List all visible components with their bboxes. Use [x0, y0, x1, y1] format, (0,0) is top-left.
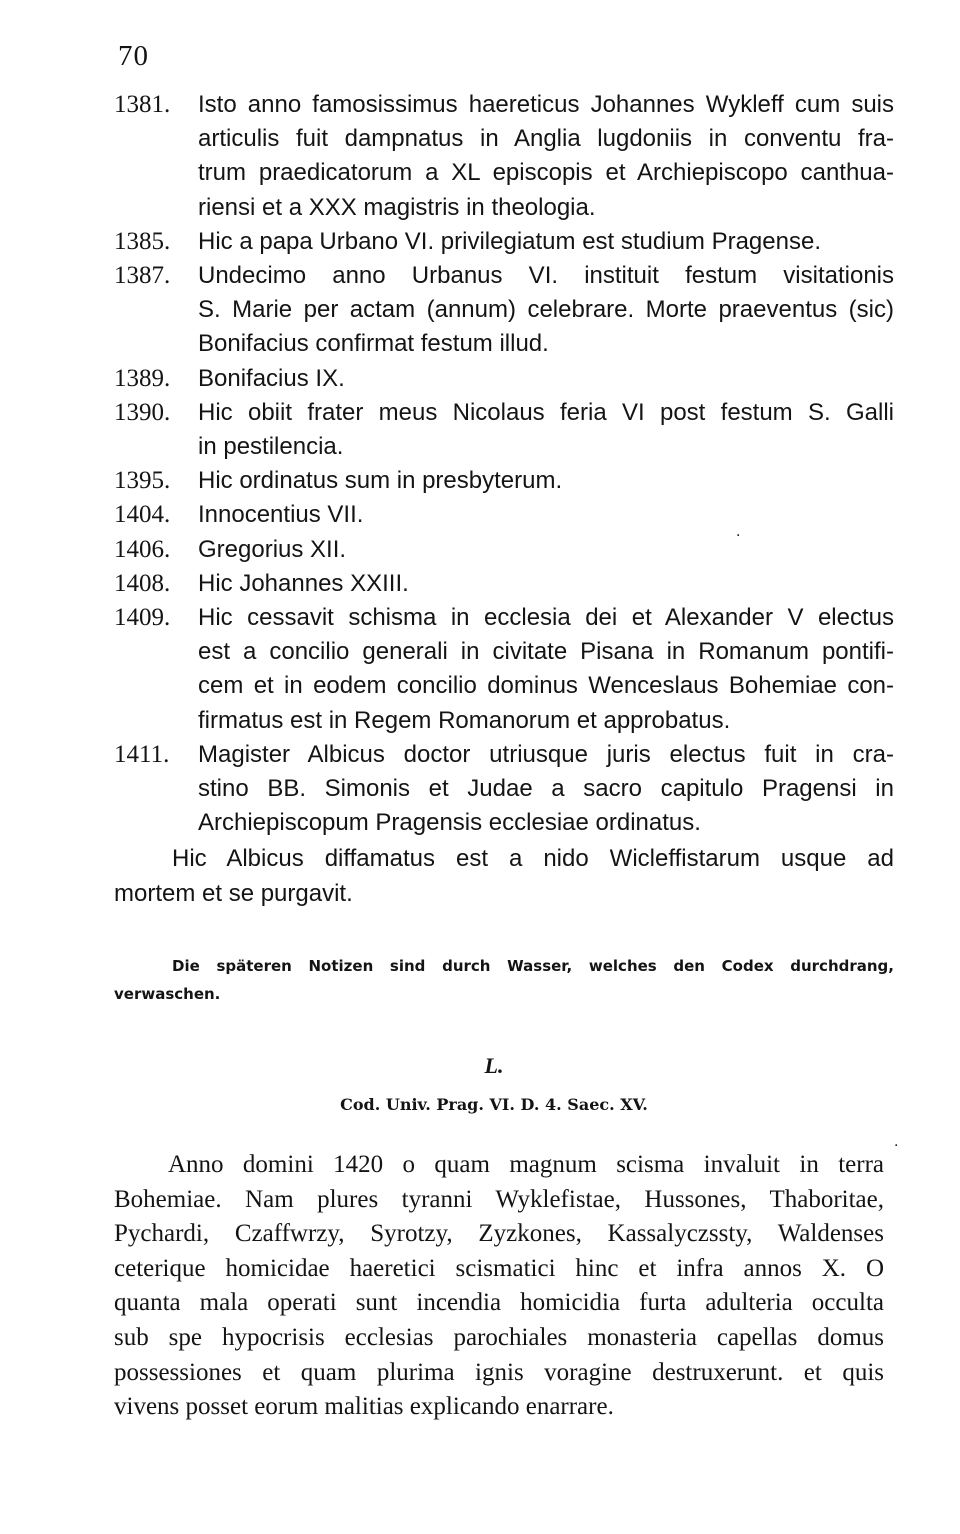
text-line: Hic obiit frater meus Nicolaus feria VI post festum S. Galli	[198, 398, 894, 426]
entry-text	[198, 464, 894, 498]
text-line: Bohemiae. Nam plures tyranni Wyklefistae, Hussones, Thaboritae,	[114, 1185, 884, 1213]
text-line: Bonifacius IX.	[198, 364, 345, 392]
page-number: 70	[118, 40, 149, 72]
entry-text	[198, 738, 894, 841]
entry-year: 1404.	[114, 501, 171, 529]
entry-1385	[114, 225, 894, 259]
entry-text	[198, 498, 894, 532]
entry-year: 1385.	[114, 227, 171, 255]
chronicle-entries	[114, 88, 894, 911]
continuation-paragraph	[114, 842, 894, 910]
text-line: verwaschen.	[114, 985, 221, 1003]
codex-reference: Cod. Univ. Prag. VI. D. 4. Saec. XV.	[340, 1095, 648, 1114]
text-line: Hic Albicus diffamatus est a nido Wicleffistarum usque ad	[172, 845, 894, 873]
text-line: mortem et se purgavit.	[114, 879, 353, 907]
text-line: firmatus est in Regem Romanorum et approbatus.	[198, 706, 731, 734]
entry-year: 1389.	[114, 364, 171, 392]
stray-ink-mark: ·	[736, 528, 741, 544]
entry-text	[198, 225, 894, 259]
text-line: Pychardi, Czaffwrzy, Syrotzy, Zyzkones, Kassalyczssty, Waldenses	[114, 1220, 884, 1248]
entry-1390	[114, 396, 894, 464]
text-line: est a concilio generali in civitate Pisana in Romanum pontifi-	[198, 638, 894, 666]
entry-year: 1381.	[114, 91, 171, 118]
text-line: possessiones et quam plurima ignis voragine destruxerunt. et quis	[114, 1358, 884, 1386]
entry-1409	[114, 601, 894, 738]
entry-1387	[114, 259, 894, 362]
text-line: riensi et a XXX magistris in theologia.	[198, 193, 596, 221]
text-line: Die späteren Notizen sind durch Wasser, welches den Codex durchdrang,	[172, 957, 894, 975]
text-line: Hic ordinatus sum in presbyterum.	[198, 467, 563, 495]
entry-year: 1411.	[114, 740, 170, 768]
entry-1406	[114, 533, 894, 567]
entry-1389	[114, 362, 894, 396]
editorial-footnote	[114, 952, 894, 1008]
text-line: Isto anno famosissimus haereticus Johannes Wykleff cum suis	[198, 91, 894, 118]
text-line: in pestilencia.	[198, 433, 344, 461]
text-line: Innocentius VII.	[198, 501, 364, 529]
entry-1381	[114, 88, 894, 225]
entry-text	[198, 567, 894, 601]
entry-year: 1390.	[114, 398, 171, 426]
text-line: ceterique homicidae haeretici scismatici hinc et infra annos X. O	[114, 1254, 884, 1282]
text-line: Hic Johannes XXIII.	[198, 569, 409, 597]
entry-year: 1406.	[114, 535, 171, 563]
text-line: S. Marie per actam (annum) celebrare. Morte praeventus (sic)	[198, 296, 894, 324]
text-line: Archiepiscopum Pragensis ecclesiae ordinatus.	[198, 809, 701, 837]
entry-year: 1409.	[114, 604, 171, 632]
entry-1408	[114, 567, 894, 601]
entry-year: 1387.	[114, 262, 171, 290]
text-line: Hic a papa Urbano VI. privilegiatum est studium Pragense.	[198, 227, 821, 255]
text-line: vivens posset eorum malitias explicando enarrare.	[114, 1393, 614, 1421]
entry-1404	[114, 498, 894, 532]
text-line: trum praedicatorum a XL episcopis et Archiepiscopo canthua-	[198, 159, 894, 187]
text-line: Hic cessavit schisma in ecclesia dei et Alexander V electus	[198, 604, 894, 632]
text-line: articulis fuit dampnatus in Anglia lugdoniis in conventu fra-	[198, 125, 894, 153]
entry-text	[198, 362, 894, 396]
text-line: sub spe hypocrisis ecclesias parochiales monasteria capellas domus	[114, 1323, 884, 1351]
anno-paragraph	[114, 1148, 884, 1425]
entry-1411	[114, 738, 894, 841]
text-line: cem et in eodem concilio dominus Wenceslaus Bohemiae con-	[198, 672, 894, 700]
text-line: Magister Albicus doctor utriusque juris electus fuit in cra-	[198, 740, 894, 768]
entry-text	[198, 533, 894, 567]
text-line: Anno domini 1420 o quam magnum scisma invaluit in terra	[168, 1151, 884, 1178]
entry-1395	[114, 464, 894, 498]
entry-year: 1395.	[114, 467, 171, 495]
text-line: Gregorius XII.	[198, 535, 347, 563]
entry-year: 1408.	[114, 569, 171, 597]
entry-text	[198, 259, 894, 362]
entry-text	[198, 601, 894, 738]
text-line: stino BB. Simonis et Judae a sacro capitulo Pragensi in	[198, 775, 894, 803]
section-heading: L.	[484, 1053, 504, 1078]
text-line: Bonifacius confirmat festum illud.	[198, 330, 549, 358]
entry-text	[198, 88, 894, 225]
stray-ink-mark: ·	[894, 1138, 899, 1154]
text-line: quanta mala operati sunt incendia homicidia furta adulteria occulta	[114, 1289, 884, 1317]
text-line: Undecimo anno Urbanus VI. instituit festum visitationis	[198, 262, 894, 290]
entry-text	[198, 396, 894, 464]
